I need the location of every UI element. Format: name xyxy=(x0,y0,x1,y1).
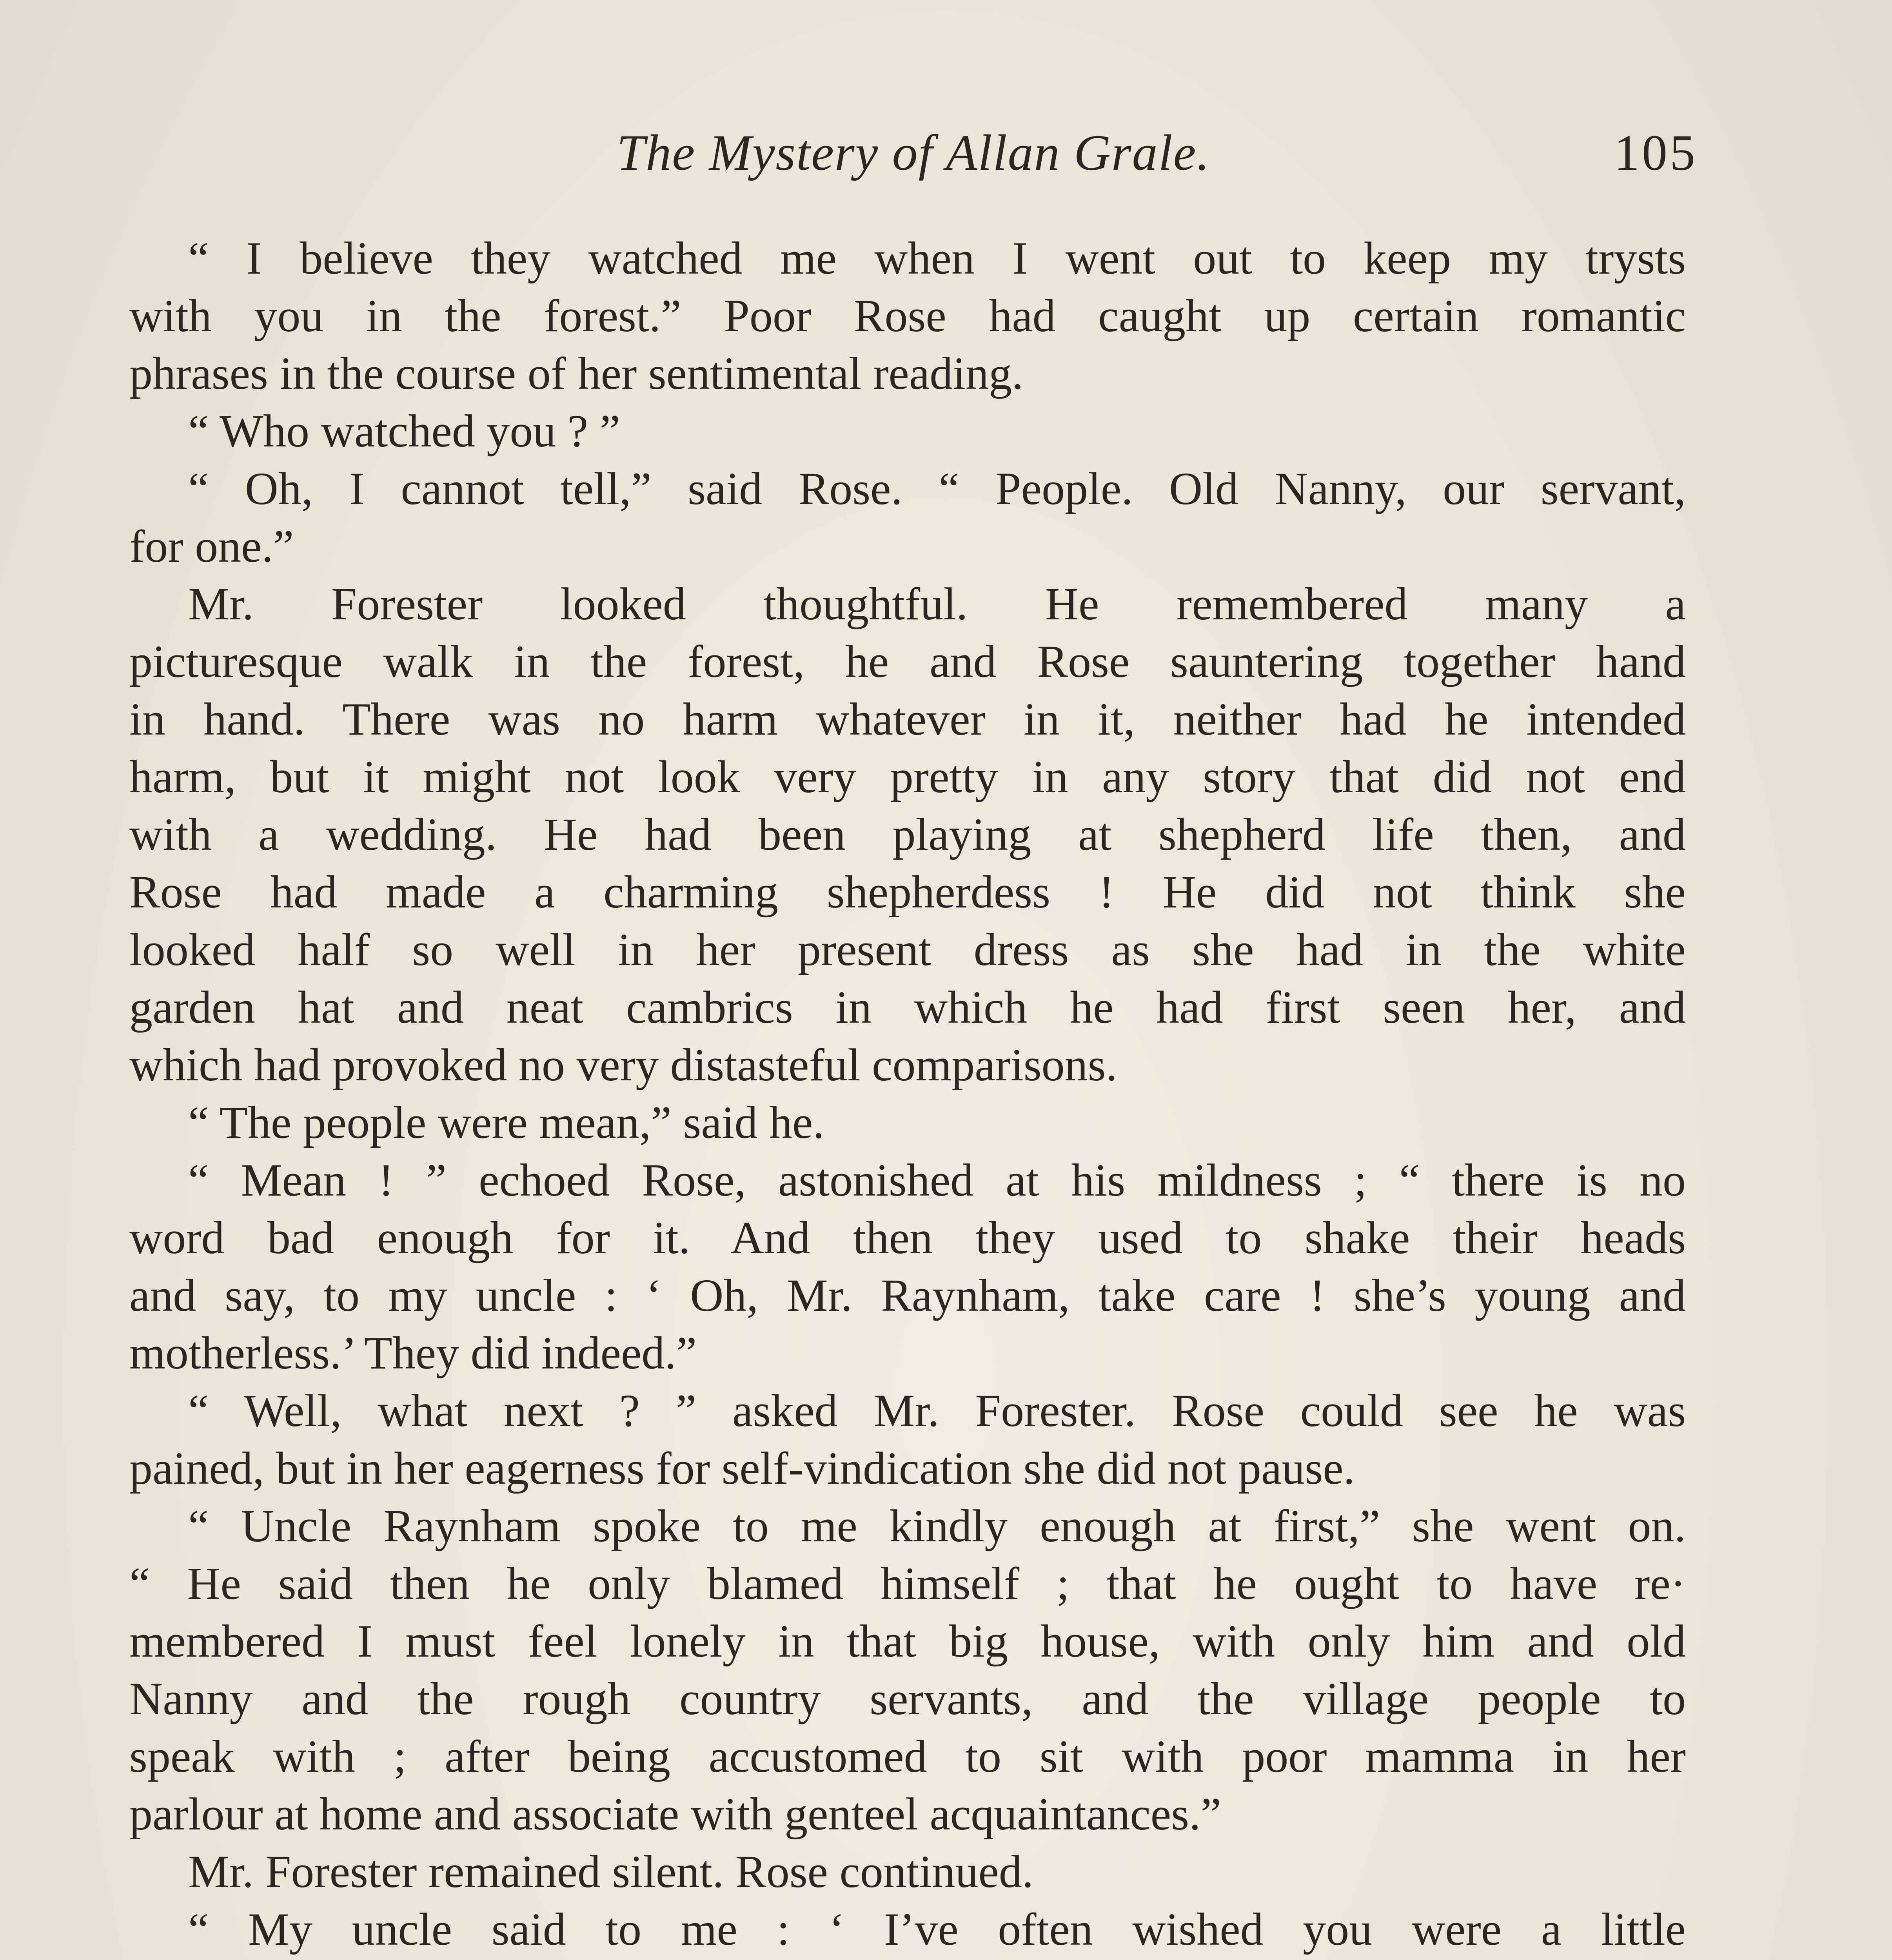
text-line: for one.” xyxy=(129,521,294,572)
text-line: with you in the forest.” Poor Rose had caught up certain romantic xyxy=(129,290,1686,341)
text-line: and say, to my uncle : ‘ Oh, Mr. Raynham, take care ! she’s young and xyxy=(129,1270,1686,1321)
running-title: The Mystery of Allan Grale. xyxy=(617,125,1210,181)
text-line: motherless.’ They did indeed.” xyxy=(129,1327,697,1379)
text-line: harm, but it might not look very pretty in any story that did not end xyxy=(129,751,1686,802)
text-line: in hand. There was no harm whatever in it, neither had he intended xyxy=(129,693,1686,745)
text-line: membered I must feel lonely in that big house, with only him and old xyxy=(129,1615,1686,1667)
text-line: Mr. Forester looked thoughtful. He remembered many a xyxy=(188,578,1686,630)
text-line: “ My uncle said to me : ‘ I’ve often wished you were a little xyxy=(188,1904,1686,1955)
text-line: Mr. Forester remained silent. Rose continued. xyxy=(188,1846,1034,1897)
text-line: “ Uncle Raynham spoke to me kindly enough at first,” she went on. xyxy=(188,1500,1686,1552)
text-line: “ Mean ! ” echoed Rose, astonished at his mildness ; “ there is no xyxy=(188,1154,1686,1206)
text-line: which had provoked no very distasteful comparisons. xyxy=(129,1039,1118,1091)
text-line xyxy=(129,1958,1686,1960)
text-line: speak with ; after being accustomed to sit with poor mamma in her xyxy=(129,1731,1686,1782)
text-line: “ I believe they watched me when I went out to keep my trysts xyxy=(188,232,1686,284)
text-line: “ The people were mean,” said he. xyxy=(188,1097,824,1148)
text-line: with a wedding. He had been playing at shepherd life then, and xyxy=(129,809,1686,860)
text-line: phrases in the course of her sentimental reading. xyxy=(129,348,1024,399)
text-line: garden hat and neat cambrics in which he had first seen her, and xyxy=(129,982,1686,1033)
text-line: looked half so well in her present dress as she had in the white xyxy=(129,924,1686,975)
text-line: Rose had made a charming shepherdess ! He did not think she xyxy=(129,866,1686,918)
text-line: pained, but in her eagerness for self-vindication she did not pause. xyxy=(129,1443,1355,1494)
text-line: “ Who watched you ? ” xyxy=(188,405,620,457)
text-line: word bad enough for it. And then they used to shake their heads xyxy=(129,1212,1686,1263)
text-line: “ Oh, I cannot tell,” said Rose. “ People. Old Nanny, our servant, xyxy=(188,463,1686,514)
text-line: picturesque walk in the forest, he and Rose sauntering together hand xyxy=(129,636,1686,687)
running-header xyxy=(129,118,1698,188)
text-line: Nanny and the rough country servants, and the village people to xyxy=(129,1673,1686,1724)
text-line: “ He said then he only blamed himself ; that he ought to have re· xyxy=(129,1558,1686,1609)
page-number: 105 xyxy=(1614,125,1698,181)
text-line: parlour at home and associate with genteel acquaintances.” xyxy=(129,1788,1221,1840)
body-text xyxy=(129,229,1686,1960)
text-line: “ Well, what next ? ” asked Mr. Forester. Rose could see he was xyxy=(188,1385,1686,1436)
